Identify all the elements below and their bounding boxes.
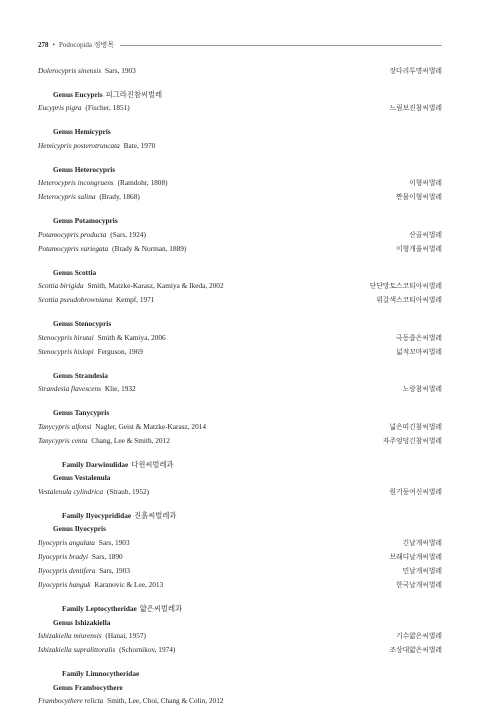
species-author: Sars, 1903 — [98, 538, 130, 548]
taxon-section — [38, 509, 442, 592]
genus-heading — [38, 125, 442, 139]
species-list — [38, 64, 442, 718]
species-scientific — [38, 331, 166, 345]
species-name: Strandesia flavescens — [38, 384, 102, 394]
heading-text: Genus Eucypris — [53, 89, 103, 99]
species-korean-name: 원기둥여신씨벌레 — [389, 487, 442, 496]
species-entry — [38, 190, 442, 204]
species-entry — [38, 242, 442, 256]
species-author: Smith, Lee, Choi, Chang & Colin, 2012 — [107, 696, 224, 706]
taxon-section — [38, 64, 442, 78]
species-name: Potamocypris variegata — [38, 243, 109, 253]
species-entry — [38, 176, 442, 190]
genus-heading — [38, 214, 442, 228]
species-scientific — [38, 629, 146, 643]
species-name: Ilyocypris hanguk — [38, 580, 91, 590]
species-name: Heterocypris salina — [38, 192, 96, 202]
species-korean-name: 단단망토스코티아씨벌레 — [369, 282, 442, 291]
running-header — [38, 38, 442, 52]
species-entry — [38, 139, 442, 153]
genus-heading — [38, 406, 442, 420]
species-scientific — [38, 293, 154, 307]
species-scientific — [38, 228, 146, 242]
species-entry — [38, 629, 442, 643]
heading-text: Family Limnocytheridae — [62, 669, 140, 678]
taxon-section — [38, 214, 442, 256]
species-entry — [38, 694, 442, 708]
species-name: Ishizakiella miurensis — [38, 631, 102, 641]
species-scientific — [38, 578, 163, 592]
heading-korean-name: 다윈씨벌레과 — [131, 459, 174, 469]
heading-text: Genus Ilyocypris — [53, 524, 106, 534]
species-author: Sars, 1890 — [91, 552, 123, 562]
heading-text: Genus Stenocypris — [53, 319, 112, 329]
species-scientific — [38, 345, 143, 359]
family-heading — [38, 458, 442, 472]
species-author: Bate, 1970 — [123, 140, 156, 150]
heading-text: Genus Hemicypris — [53, 127, 111, 137]
species-scientific — [38, 694, 224, 708]
species-entry — [38, 293, 442, 307]
species-scientific — [38, 64, 136, 78]
species-name: Heterocypris incongruens — [38, 178, 114, 188]
species-scientific — [38, 643, 175, 657]
heading-text: Genus Strandesia — [53, 370, 108, 380]
heading-text: Genus Vestalenula — [53, 473, 111, 483]
species-scientific — [38, 485, 149, 499]
species-korean-name: 넓적꼬마씨벌레 — [396, 347, 442, 356]
species-korean-name: 장다리투명씨벌레 — [389, 67, 442, 75]
heading-text: Family Darwinulidae — [62, 459, 129, 469]
heading-text: Family Ilyocyprididae — [62, 510, 132, 520]
species-name: Potamocypris producta — [38, 229, 107, 239]
taxon-section — [38, 163, 442, 205]
species-name: Stenocypris hirutai — [38, 332, 94, 342]
species-author: Kempf, 1971 — [115, 295, 155, 305]
species-korean-name: 민날개씨벌레 — [402, 567, 442, 576]
species-korean-name: 느림보진참씨벌레 — [389, 104, 442, 113]
species-korean-name: 한국날개씨벌레 — [396, 581, 442, 590]
taxon-section — [38, 458, 442, 499]
species-scientific — [38, 434, 170, 448]
species-entry — [38, 434, 442, 448]
genus-heading — [38, 163, 442, 177]
species-entry — [38, 485, 442, 499]
taxon-section — [38, 125, 442, 153]
species-author: (Fischer, 1851) — [85, 103, 130, 113]
heading-text: Genus Frambocythere — [53, 682, 123, 692]
heading-text: Genus Ishizakiella — [53, 617, 111, 627]
species-korean-name: 넓은띠긴참씨벌레 — [389, 422, 442, 431]
species-author: Smith & Kamiya, 2006 — [97, 332, 166, 342]
species-korean-name: 자주엉덩긴참씨벌레 — [382, 436, 442, 445]
heading-korean-name: 피그라진참씨벌레 — [105, 89, 163, 99]
species-author: (Schornikov, 1974) — [119, 645, 176, 655]
species-name: Stenocypris hislopi — [38, 346, 94, 356]
taxon-section — [38, 369, 442, 397]
species-entry — [38, 382, 442, 396]
species-author: Sars, 1903 — [99, 566, 130, 576]
species-author: (Ramdohr, 1808) — [117, 178, 168, 188]
species-entry — [38, 331, 442, 345]
heading-korean-name: 진흙씨벌레과 — [134, 510, 177, 520]
species-scientific — [38, 139, 155, 153]
species-korean-name: 노랑참씨벌레 — [402, 385, 442, 394]
species-author: Smith, Matzke-Karasz, Kamiya & Ikeda, 2002 — [87, 281, 224, 291]
heading-text: Genus Heterocypris — [53, 164, 116, 174]
family-heading — [38, 509, 442, 523]
genus-heading — [38, 522, 442, 536]
species-author: Chang, Lee & Smith, 2012 — [91, 435, 170, 445]
species-scientific — [38, 420, 206, 434]
family-heading — [38, 602, 442, 616]
species-entry — [38, 643, 442, 657]
genus-heading — [38, 317, 442, 331]
species-name: Hemicypris posterotruncata — [38, 140, 120, 150]
species-scientific — [38, 382, 136, 396]
species-author: (Straub, 1952) — [106, 486, 150, 496]
species-name: Ilyocypris angulata — [38, 538, 95, 548]
species-name: Ilyocypris bradyi — [38, 552, 89, 562]
species-entry — [38, 228, 442, 242]
species-korean-name: 기수얇은씨벌레 — [396, 632, 442, 641]
header-rule — [120, 45, 442, 46]
species-author: Klie, 1932 — [104, 384, 136, 394]
genus-heading — [38, 266, 442, 280]
heading-text: Genus Potamocypris — [53, 216, 118, 226]
species-name: Tanycypris centa — [38, 435, 88, 445]
species-author: (Brady & Norman, 1889) — [112, 243, 187, 253]
genus-heading — [38, 88, 442, 102]
species-author: (Hanai, 1957) — [105, 631, 146, 641]
species-korean-name: 위갈색스코티아씨벌레 — [376, 296, 442, 305]
species-entry — [38, 279, 442, 293]
species-korean-name: 산골씨벌레 — [409, 230, 442, 239]
species-author: Ferguson, 1969 — [97, 346, 143, 356]
genus-heading — [38, 681, 442, 695]
species-korean-name: 이형개울씨벌레 — [396, 244, 442, 253]
species-entry — [38, 345, 442, 359]
species-scientific — [38, 242, 186, 256]
species-korean-name: 짠물이형씨벌레 — [396, 193, 442, 202]
species-entry — [38, 578, 442, 592]
species-korean-name: 긴날개씨벌레 — [402, 539, 442, 548]
genus-heading — [38, 471, 442, 485]
species-name: Ilyocypris dentifera — [38, 566, 96, 576]
taxon-section — [38, 88, 442, 116]
species-korean-name: 극동좁은씨벌레 — [396, 333, 442, 342]
genus-heading — [38, 369, 442, 383]
species-name: Scottia pseudobrowniana — [38, 295, 113, 305]
species-name: Ishizakiella supralittoralis — [38, 645, 116, 655]
taxon-section — [38, 317, 442, 359]
taxon-section — [38, 602, 442, 657]
species-entry — [38, 536, 442, 550]
species-entry — [38, 420, 442, 434]
taxon-section — [38, 266, 442, 308]
species-korean-name: 이형씨벌레 — [409, 179, 442, 188]
heading-text: Genus Scottia — [53, 267, 97, 277]
species-name: Dolerocypris sinensis — [38, 66, 102, 75]
species-name: Frambocythere relicta — [38, 696, 104, 706]
species-author: Sars, 1903 — [105, 66, 136, 75]
species-name: Eucypris pigra — [38, 103, 82, 113]
heading-korean-name: 얇은씨벌레과 — [139, 603, 183, 613]
species-entry — [38, 564, 442, 578]
genus-heading — [38, 616, 442, 630]
taxon-section — [38, 667, 442, 708]
species-name: Tanycypris alfonsi — [38, 421, 92, 431]
species-author: (Sars, 1924) — [110, 229, 146, 239]
species-entry — [38, 101, 442, 115]
heading-text: Genus Tanycypris — [53, 408, 110, 418]
header-title: Podocopida 정병목 — [58, 41, 115, 49]
species-name: Vestalenula cylindrica — [38, 486, 104, 496]
species-korean-name: 브래디날개씨벌레 — [389, 553, 442, 562]
species-scientific — [38, 536, 130, 550]
page-number: 278 — [38, 41, 49, 49]
species-name: Scottia birigida — [38, 281, 84, 291]
species-author: Nagler, Geist & Matzke-Karasz, 2014 — [95, 421, 207, 431]
species-scientific — [38, 550, 123, 564]
species-scientific — [38, 101, 130, 115]
heading-text: Family Leptocytheridae — [62, 603, 137, 613]
species-entry — [38, 64, 442, 78]
species-scientific — [38, 279, 224, 293]
species-scientific — [38, 190, 140, 204]
species-author: (Brady, 1868) — [99, 192, 140, 202]
header-separator: • — [52, 41, 55, 49]
species-korean-name: 조상대얇은씨벌레 — [389, 646, 442, 655]
species-entry — [38, 550, 442, 564]
species-scientific — [38, 176, 168, 190]
species-scientific — [38, 564, 130, 578]
taxon-section — [38, 406, 442, 448]
species-author: Karanovic & Lee, 2013 — [94, 580, 164, 590]
